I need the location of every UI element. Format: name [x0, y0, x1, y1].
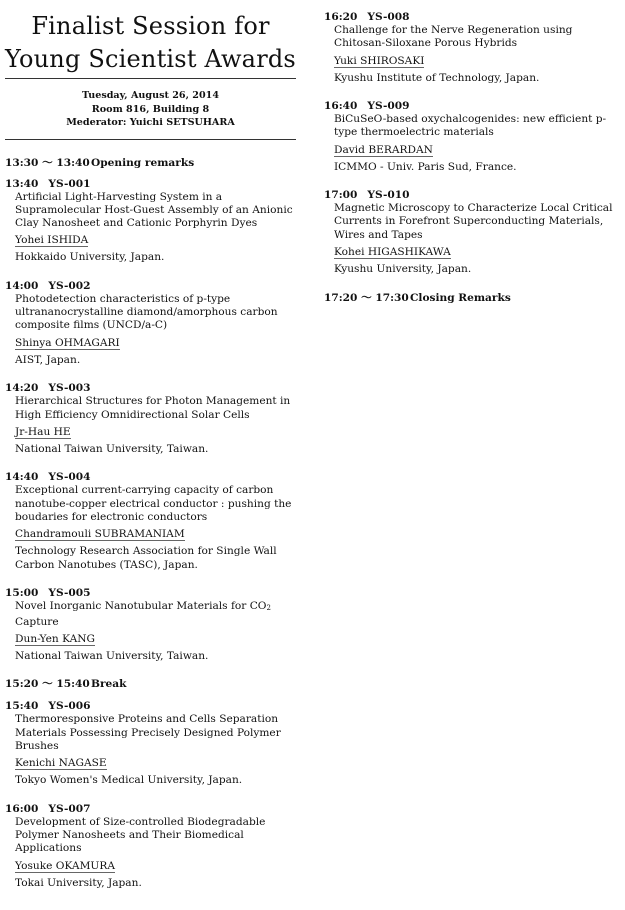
talk-code: YS-006 [48, 700, 91, 713]
opening-label: Opening remarks [91, 156, 195, 169]
talk-affiliation: Hokkaido University, Japan. [15, 251, 165, 264]
session-moderator: Mederator: Yuichi SETSUHARA [66, 117, 235, 128]
talk-title: Challenge for the Nerve Regeneration using Chitosan-Siloxane Porous Hybrids [334, 24, 573, 50]
talk-affiliation: ICMMO - Univ. Paris Sud, France. [334, 160, 517, 173]
talk-author: Kohei HIGASHIKAWA [334, 246, 451, 259]
talk-code: YS-004 [48, 471, 91, 484]
talk-title: BiCuSeO-based oxychalcogenides: new efficient p-type thermoelectric materials [334, 113, 607, 139]
break [5, 677, 296, 691]
closing-label: Closing Remarks [410, 291, 511, 304]
talk-code: YS-007 [48, 802, 91, 815]
talk-time: 14:20 [5, 382, 39, 395]
left-column [5, 0, 296, 890]
opening-remarks [5, 156, 296, 170]
talk-affiliation: Technology Research Association for Single Wall Carbon Nanotubes (TASC), Japan. [15, 545, 277, 571]
talk-time: 15:40 [5, 700, 39, 713]
title-line-1: Finalist Session for [31, 12, 270, 40]
session-date: Tuesday, August 26, 2014 [81, 90, 219, 101]
session-title [5, 0, 296, 76]
title-line-2: Young Scientist Awards [5, 45, 296, 73]
break-label: Break [91, 678, 127, 691]
talk-author: Dun-Yen KANG [15, 632, 95, 645]
talk-affiliation: National Taiwan University, Taiwan. [15, 649, 209, 662]
break-time: 15:20 ～ 15:40 [5, 678, 90, 691]
talk-entry [5, 586, 296, 663]
talk-code: YS-002 [48, 279, 91, 292]
talk-author: Yuki SHIROSAKI [334, 54, 425, 67]
opening-time: 13:30 ～ 13:40 [5, 156, 90, 169]
talk-entry [5, 279, 296, 367]
talk-affiliation: AIST, Japan. [15, 353, 81, 366]
talk-entry [5, 699, 296, 787]
talk-author: Kenichi NAGASE [15, 757, 107, 770]
talk-entry [324, 188, 620, 276]
talk-entry [324, 99, 620, 174]
talk-affiliation: Tokai University, Japan. [15, 876, 142, 889]
talk-time: 16:40 [324, 100, 358, 113]
talk-author: Yosuke OKAMURA [15, 859, 115, 872]
meta-divider [5, 139, 296, 140]
talk-title: Hierarchical Structures for Photon Management in High Efficiency Omnidirectional Solar Cells [15, 395, 291, 421]
session-room: Room 816, Building 8 [91, 103, 210, 115]
talk-entry [324, 10, 620, 85]
talk-code: YS-009 [367, 100, 410, 113]
talk-time: 14:40 [5, 471, 39, 484]
session-meta [5, 79, 296, 139]
talk-title: Thermoresponsive Proteins and Cells Separation Materials Possessing Precisely Designed Polymer Brushes [15, 713, 281, 752]
talk-title: Photodetection characteristics of p-type ultrananocrystalline diamond/amorphous carbon composite films (UNCD/a-C) [15, 292, 278, 332]
talk-affiliation: Tokyo Women's Medical University, Japan. [15, 774, 243, 787]
talk-code: YS-005 [48, 587, 91, 600]
talk-entry [5, 177, 296, 265]
talk-author: Shinya OHMAGARI [15, 336, 120, 349]
talk-code: YS-003 [48, 382, 91, 395]
talk-entry [5, 381, 296, 456]
talk-entry [5, 470, 296, 572]
talk-title: Novel Inorganic Nanotubular Materials for $CO_2$ Capture [15, 600, 271, 628]
talk-time: 16:00 [5, 802, 39, 815]
talk-time: 14:00 [5, 279, 39, 292]
talk-author: David BERARDAN [334, 143, 433, 156]
talk-time: 15:00 [5, 587, 39, 600]
talk-code: YS-001 [48, 177, 91, 190]
talk-author: Chandramouli SUBRAMANIAM [15, 528, 185, 541]
talk-author: Jr-Hau HE [15, 425, 71, 438]
talk-time: 13:40 [5, 177, 39, 190]
talk-affiliation: Kyushu University, Japan. [334, 263, 472, 276]
talk-time: 16:20 [324, 11, 358, 23]
talk-title: Exceptional current-carrying capacity of carbon nanotube-copper electrical conductor : pushing the boudaries for electronic conductors [15, 484, 292, 523]
talk-affiliation: National Taiwan University, Taiwan. [15, 442, 209, 455]
talk-title: Magnetic Microscopy to Characterize Local Critical Currents in Forefront Superconducting Materials, Wires and Tapes [334, 202, 613, 241]
closing-remarks [324, 291, 620, 305]
closing-time: 17:20 ～ 17:30 [324, 291, 409, 304]
talk-author: Yohei ISHIDA [15, 234, 89, 247]
right-column [324, 0, 620, 305]
talk-entry [5, 802, 296, 890]
talk-time: 17:00 [324, 189, 358, 202]
talk-code: YS-010 [367, 189, 410, 202]
talk-title: Development of Size-controlled Biodegradable Polymer Nanosheets and Their Biomedical Applications [15, 815, 266, 855]
talk-title: Artificial Light-Harvesting System in a Supramolecular Host-Guest Assembly of an Anionic Clay Nanosheet and Cationic Porphyrin Dyes [15, 190, 293, 230]
talk-affiliation: Kyushu Institute of Technology, Japan. [334, 71, 540, 84]
talk-code: YS-008 [367, 11, 410, 23]
